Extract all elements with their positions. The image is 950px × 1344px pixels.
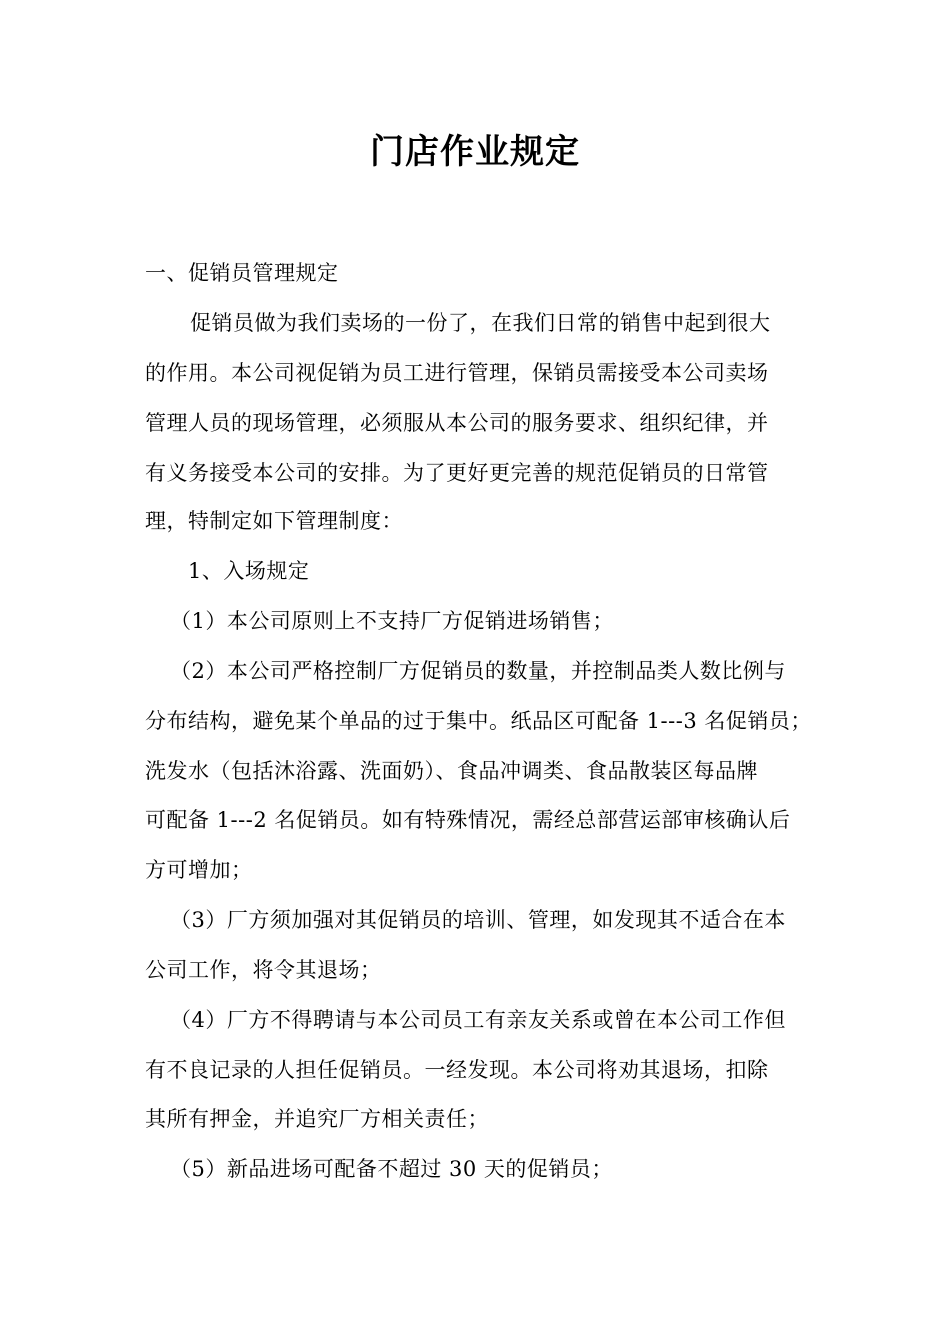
rule-item: （1）本公司原则上不支持厂方促销进场销售；: [170, 609, 614, 633]
rule-item: （4）厂方不得聘请与本公司员工有亲友关系或曾在本公司工作但: [170, 1008, 786, 1032]
rule-item: （2）本公司严格控制厂方促销员的数量，并控制品类人数比例与: [170, 659, 786, 683]
rule-item: （5）新品进场可配备不超过 30 天的促销员；: [170, 1157, 613, 1181]
paragraph-line: 促销员做为我们卖场的一份了，在我们日常的销售中起到很大: [190, 311, 771, 335]
rule-item-continued: 分布结构，避免某个单品的过于集中。纸品区可配备 1---3 名促销员；: [145, 709, 812, 733]
rule-item-continued: 洗发水（包括沐浴露、洗面奶）、食品冲调类、食品散装区每品牌: [145, 759, 758, 783]
rule-item-continued: 可配备 1---2 名促销员。如有特殊情况，需经总部营运部审核确认后: [145, 808, 791, 832]
rule-item-continued: 公司工作，将令其退场；: [145, 958, 382, 982]
paragraph-line: 管理人员的现场管理，必须服从本公司的服务要求、组织纪律，并: [145, 411, 769, 435]
rule-item: （3）厂方须加强对其促销员的培训、管理，如发现其不适合在本: [170, 908, 786, 932]
rule-item-continued: 有不良记录的人担任促销员。一经发现。本公司将劝其退场，扣除: [145, 1058, 769, 1082]
rule-item-continued: 方可增加；: [145, 858, 253, 882]
paragraph-line: 理，特制定如下管理制度：: [145, 509, 403, 533]
section-heading: 一、促销员管理规定: [145, 261, 339, 285]
rule-item-continued: 其所有押金，并追究厂方相关责任；: [145, 1107, 489, 1131]
document-title: 门店作业规定: [370, 132, 580, 172]
subsection-heading: 1、入场规定: [188, 559, 310, 583]
paragraph-line: 有义务接受本公司的安排。为了更好更完善的规范促销员的日常管: [145, 461, 769, 485]
paragraph-line: 的作用。本公司视促销为员工进行管理，保销员需接受本公司卖场: [145, 361, 769, 385]
